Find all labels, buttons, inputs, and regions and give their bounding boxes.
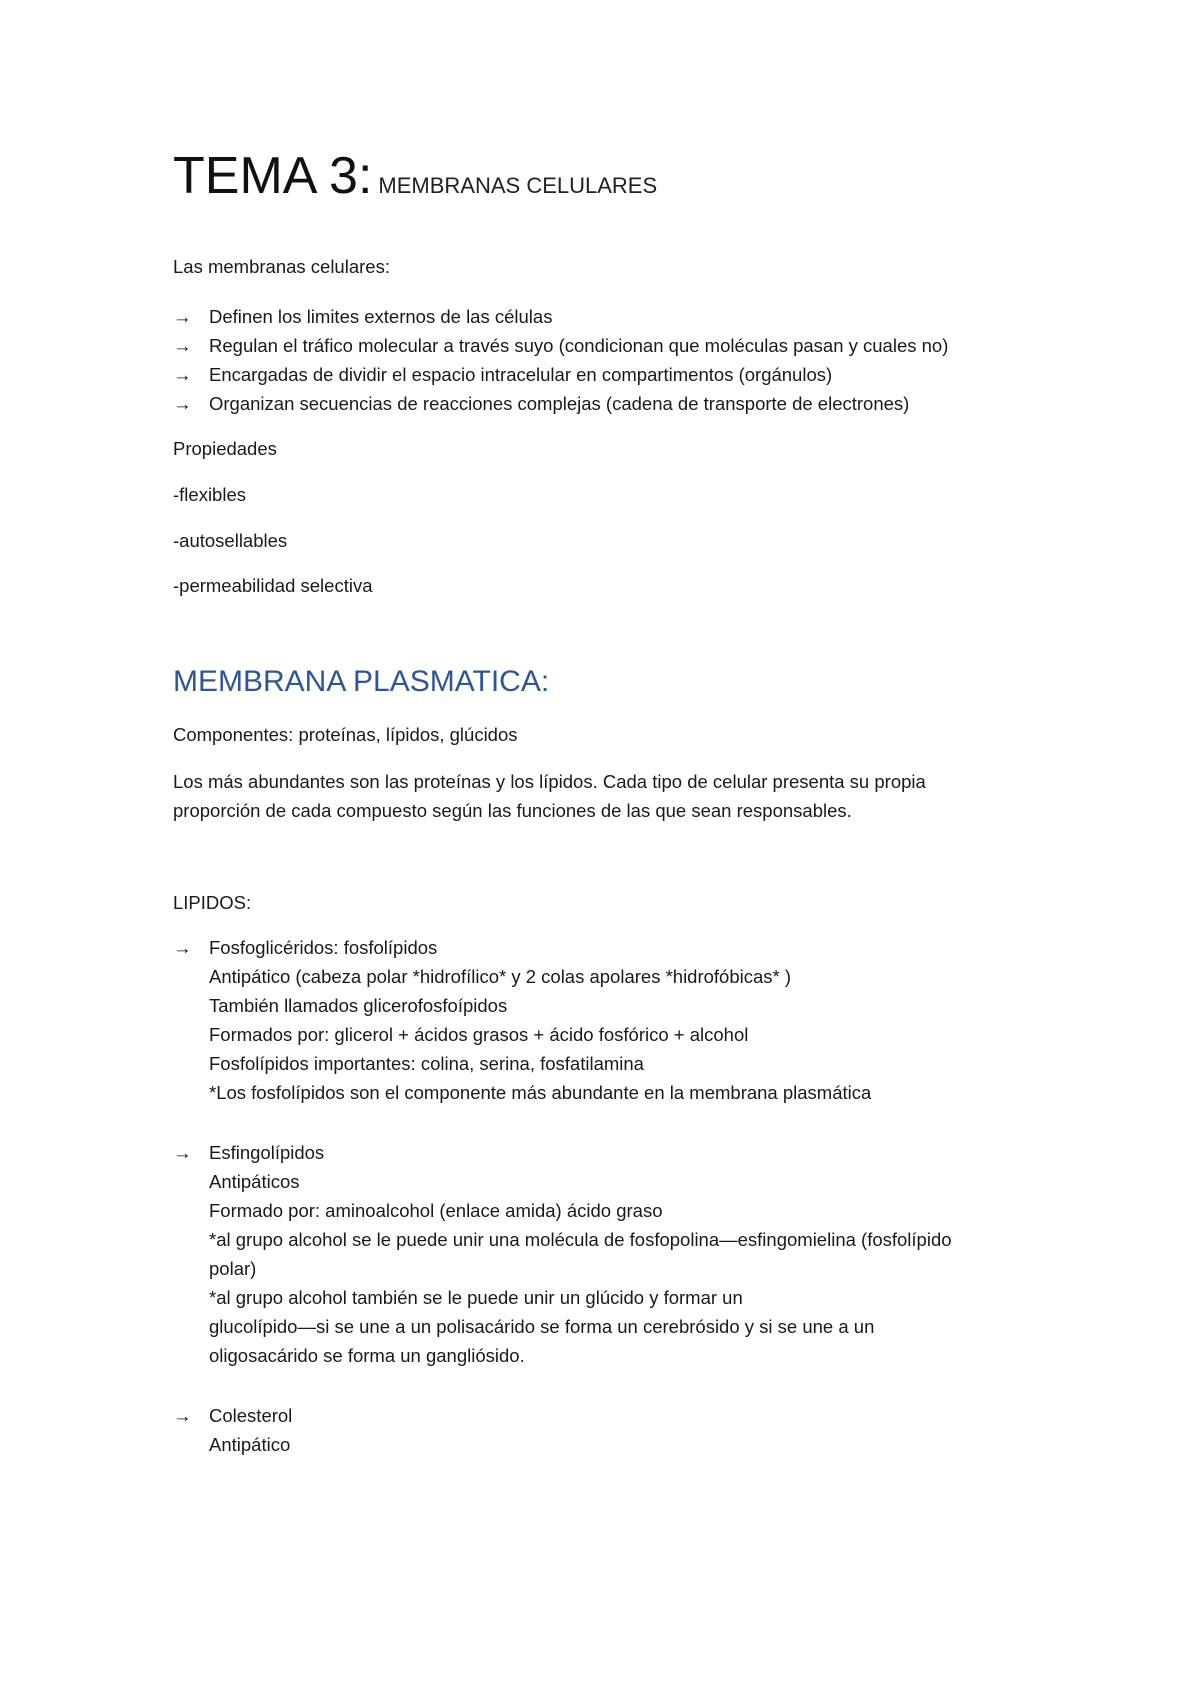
lipid-line: Antipático (cabeza polar *hidrofílico* y 2 colas apolares *hidrofóbicas* ): [209, 966, 792, 987]
lipid-group-title: [173, 1405, 292, 1427]
property-item: -autosellables: [173, 530, 288, 551]
list-item: [173, 335, 948, 357]
lipid-line: *Los fosfolípidos son el componente más abundante en la membrana plasmática: [209, 1082, 872, 1103]
lipid-line: polar): [209, 1258, 257, 1279]
lipid-line: Fosfolípidos importantes: colina, serina, fosfatilamina: [209, 1053, 644, 1074]
arrow-icon: →: [173, 335, 192, 356]
lipid-line: También llamados glicerofosfoípidos: [209, 995, 508, 1016]
arrow-icon: →: [173, 1142, 192, 1163]
list-item: [173, 306, 552, 328]
page-title: [173, 146, 657, 219]
list-item-text: Encargadas de dividir el espacio intracelular en compartimentos (orgánulos): [209, 364, 833, 385]
lipid-group-title: [173, 937, 437, 959]
lipid-line: *al grupo alcohol también se le puede unir un glúcido y formar un: [209, 1287, 743, 1308]
properties-heading: Propiedades: [173, 438, 277, 459]
title-sub: MEMBRANAS CELULARES: [378, 173, 658, 198]
arrow-icon: →: [173, 306, 192, 327]
title-main: TEMA 3:: [173, 147, 373, 205]
components-line: Componentes: proteínas, lípidos, glúcidos: [173, 724, 518, 745]
intro-heading: Las membranas celulares:: [173, 256, 390, 277]
lipid-line: Formado por: aminoalcohol (enlace amida) ácido graso: [209, 1200, 663, 1221]
arrow-icon: →: [173, 364, 192, 385]
lipid-group-title-text: Fosfoglicéridos: fosfolípidos: [209, 937, 438, 958]
lipids-heading: LIPIDOS:: [173, 892, 252, 913]
list-item-text: Organizan secuencias de reacciones complejas (cadena de transporte de electrones): [209, 393, 910, 414]
section-heading: MEMBRANA PLASMATICA:: [173, 665, 550, 698]
arrow-icon: →: [173, 1405, 192, 1426]
arrow-icon: →: [173, 393, 192, 414]
lipid-line: Formados por: glicerol + ácidos grasos + ácido fosfórico + alcohol: [209, 1024, 749, 1045]
lipid-group-title-text: Esfingolípidos: [209, 1142, 325, 1163]
arrow-icon: →: [173, 937, 192, 958]
property-item: -permeabilidad selectiva: [173, 575, 373, 596]
lipid-line: Antipáticos: [209, 1171, 300, 1192]
lipid-line: *al grupo alcohol se le puede unir una molécula de fosfopolina—esfingomielina (fosfolípido: [209, 1229, 952, 1250]
paragraph-line: proporción de cada compuesto según las funciones de las que sean responsables.: [173, 800, 852, 821]
lipid-group-title-text: Colesterol: [209, 1405, 293, 1426]
lipid-line: Antipático: [209, 1434, 291, 1455]
lipid-line: oligosacárido se forma un gangliósido.: [209, 1345, 525, 1366]
paragraph-line: Los más abundantes son las proteínas y los lípidos. Cada tipo de celular presenta su propia: [173, 771, 926, 792]
list-item-text: Definen los limites externos de las células: [209, 306, 553, 327]
list-item: [173, 393, 909, 415]
lipid-group-title: [173, 1142, 324, 1164]
lipid-line: glucolípido—si se une a un polisacárido se forma un cerebrósido y si se une a un: [209, 1316, 875, 1337]
property-item: -flexibles: [173, 484, 246, 505]
list-item: [173, 364, 832, 386]
list-item-text: Regulan el tráfico molecular a través suyo (condicionan que moléculas pasan y cuales no): [209, 335, 949, 356]
